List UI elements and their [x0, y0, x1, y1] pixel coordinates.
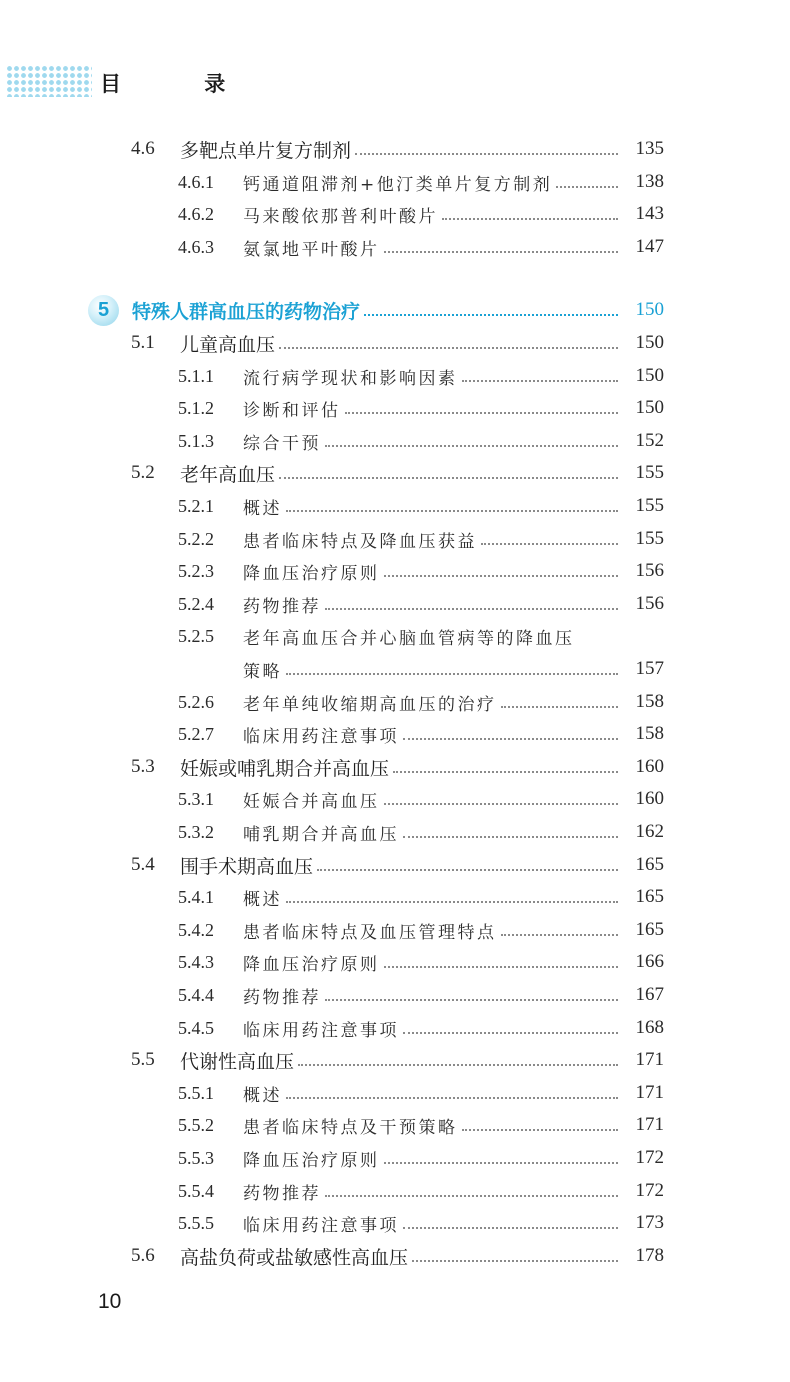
entry-page-number: 165: [635, 854, 664, 875]
entry-number: 4.6.3: [178, 236, 214, 257]
entry-title: 氨氯地平叶酸片: [243, 239, 380, 260]
dot-leader: [462, 1129, 619, 1131]
toc-entry[interactable]: [0, 328, 790, 358]
dot-leader: [412, 1260, 618, 1262]
dot-leader: [481, 543, 618, 545]
toc-entry[interactable]: [0, 719, 790, 749]
entry-number: 5.4.2: [178, 919, 214, 940]
dot-leader: [286, 673, 618, 675]
entry-title: 患者临床特点及干预策略: [243, 1117, 458, 1138]
entry-page-number: 147: [635, 236, 664, 257]
dot-leader: [501, 706, 619, 708]
toc-entry[interactable]: [0, 1078, 790, 1108]
entry-number: 5.2.3: [178, 560, 214, 581]
entry-number: 5.5.2: [178, 1114, 214, 1135]
entry-page-number: 158: [635, 723, 664, 744]
entry-number: 5.3: [131, 756, 155, 777]
entry-page-number: 165: [635, 919, 664, 940]
dot-leader: [393, 771, 618, 773]
entry-title: 哺乳期合并高血压: [243, 824, 399, 845]
page-number: 10: [98, 1290, 122, 1313]
entry-number: 5.4: [131, 854, 155, 875]
dot-leader: [279, 347, 618, 349]
entry-title: 药物推荐: [243, 596, 321, 617]
entry-number: 5.3.2: [178, 821, 214, 842]
dot-leader: [325, 608, 618, 610]
entry-page-number: 160: [635, 756, 664, 777]
entry-page-number: 143: [635, 203, 664, 224]
dot-leader: [384, 1162, 619, 1164]
toc-chapter-entry[interactable]: [0, 295, 790, 325]
dot-leader: [279, 477, 618, 479]
entry-title: 妊娠合并高血压: [243, 791, 380, 812]
entry-page-number: 135: [635, 138, 664, 159]
entry-number: 5.6: [131, 1245, 155, 1266]
entry-title: 概述: [243, 498, 282, 519]
entry-title: 降血压治疗原则: [243, 954, 380, 975]
toc-entry[interactable]: [0, 167, 790, 197]
toc-entry[interactable]: [0, 947, 790, 977]
toc-entry[interactable]: [0, 134, 790, 164]
toc-entry[interactable]: [0, 882, 790, 912]
page-header: [0, 62, 790, 102]
dot-leader: [325, 1195, 618, 1197]
toc-entry[interactable]: [0, 687, 790, 717]
entry-title: 降血压治疗原则: [243, 563, 380, 584]
toc-entry[interactable]: [0, 1045, 790, 1075]
dot-leader: [501, 934, 619, 936]
entry-page-number: 155: [635, 495, 664, 516]
entry-title: 诊断和评估: [243, 400, 341, 421]
entry-title: 药物推荐: [243, 987, 321, 1008]
entry-number: 5.3.1: [178, 788, 214, 809]
toc-entry[interactable]: [0, 980, 790, 1010]
entry-page-number: 166: [635, 951, 664, 972]
entry-title: 高盐负荷或盐敏感性高血压: [180, 1246, 409, 1269]
toc-entry[interactable]: [0, 850, 790, 880]
entry-number: 5.5: [131, 1049, 155, 1070]
toc-entry[interactable]: [0, 784, 790, 814]
entry-title: 临床用药注意事项: [243, 726, 399, 747]
entry-title: 老年单纯收缩期高血压的治疗: [243, 694, 497, 715]
dot-leader: [384, 575, 619, 577]
entry-number: 5.2.5: [178, 625, 214, 646]
entry-page-number: 150: [635, 365, 664, 386]
entry-number: 5.4.5: [178, 1017, 214, 1038]
toc-entry[interactable]: [0, 654, 790, 684]
entry-number: 5.5.3: [178, 1147, 214, 1168]
entry-page-number: 171: [635, 1114, 664, 1135]
entry-number: 4.6.1: [178, 171, 214, 192]
entry-page-number: 173: [635, 1212, 664, 1233]
dot-leader: [384, 251, 619, 253]
toc-entry[interactable]: [0, 199, 790, 229]
dot-leader: [364, 314, 618, 316]
entry-number: 5.1.2: [178, 397, 214, 418]
entry-page-number: 168: [635, 1017, 664, 1038]
toc-entry[interactable]: [0, 1241, 790, 1271]
entry-page-number: 178: [635, 1245, 664, 1266]
entry-number: 4.6.2: [178, 203, 214, 224]
entry-page-number: 157: [635, 658, 664, 679]
entry-number: 5.2.1: [178, 495, 214, 516]
dot-leader: [403, 836, 618, 838]
toc-entry[interactable]: [0, 426, 790, 456]
dot-leader: [355, 153, 618, 155]
entry-title: 老年高血压合并心脑血管病等的降血压: [243, 628, 575, 649]
entry-number: 4.6: [131, 138, 155, 159]
dot-leader: [286, 510, 618, 512]
entry-title: 流行病学现状和影响因素: [243, 368, 458, 389]
entry-page-number: 172: [635, 1147, 664, 1168]
entry-title: 概述: [243, 1085, 282, 1106]
entry-number: 5.5.5: [178, 1212, 214, 1233]
entry-title: 患者临床特点及血压管理特点: [243, 922, 497, 943]
entry-number: 5.5.1: [178, 1082, 214, 1103]
entry-page-number: 155: [635, 462, 664, 483]
entry-title: 马来酸依那普利叶酸片: [243, 206, 438, 227]
dot-leader: [345, 412, 619, 414]
page-title: 目 录: [100, 72, 264, 96]
entry-number: 5.2: [131, 462, 155, 483]
entry-title: 概述: [243, 889, 282, 910]
entry-title: 患者临床特点及降血压获益: [243, 531, 477, 552]
entry-title: 综合干预: [243, 433, 321, 454]
toc-entry[interactable]: [0, 458, 790, 488]
toc-entry[interactable]: [0, 232, 790, 262]
dot-leader: [403, 738, 618, 740]
dot-leader: [325, 445, 618, 447]
entry-page-number: 171: [635, 1082, 664, 1103]
entry-page-number: 171: [635, 1049, 664, 1070]
entry-page-number: 155: [635, 528, 664, 549]
toc-entry[interactable]: [0, 1013, 790, 1043]
entry-page-number: 150: [635, 332, 664, 353]
toc-entry[interactable]: [0, 361, 790, 391]
toc-entry[interactable]: [0, 752, 790, 782]
entry-title: 临床用药注意事项: [243, 1020, 399, 1041]
entry-page-number: 162: [635, 821, 664, 842]
entry-title: 钙通道阻滞剂+他汀类单片复方制剂: [243, 174, 553, 195]
toc-entry[interactable]: [0, 556, 790, 586]
dot-leader: [325, 999, 618, 1001]
entry-title: 降血压治疗原则: [243, 1150, 380, 1171]
entry-title: 儿童高血压: [180, 333, 276, 356]
toc-entry[interactable]: [0, 621, 790, 651]
entry-page-number: 158: [635, 691, 664, 712]
entry-page-number: 152: [635, 430, 664, 451]
entry-title: 策略: [243, 661, 282, 682]
entry-page-number: 156: [635, 560, 664, 581]
entry-title: 特殊人群高血压的药物治疗: [132, 300, 361, 323]
toc-entry[interactable]: [0, 524, 790, 554]
dot-leader: [556, 186, 618, 188]
entry-page-number: 165: [635, 886, 664, 907]
toc-entry[interactable]: [0, 393, 790, 423]
entry-page-number: 150: [635, 299, 664, 320]
entry-number: 5.2.6: [178, 691, 214, 712]
toc-entry[interactable]: [0, 491, 790, 521]
toc-entry[interactable]: [0, 1176, 790, 1206]
dot-leader: [384, 966, 619, 968]
toc-entry[interactable]: [0, 1208, 790, 1238]
entry-title: 多靶点单片复方制剂: [180, 139, 352, 162]
entry-page-number: 160: [635, 788, 664, 809]
entry-number: 5.1: [131, 332, 155, 353]
entry-page-number: 172: [635, 1180, 664, 1201]
entry-page-number: 156: [635, 593, 664, 614]
chapter-number-badge: 5: [88, 295, 119, 326]
decorative-dot-pattern: [6, 65, 92, 97]
dot-leader: [286, 901, 618, 903]
entry-number: 5.4.3: [178, 951, 214, 972]
toc-entry[interactable]: [0, 915, 790, 945]
dot-leader: [403, 1032, 618, 1034]
entry-title: 妊娠或哺乳期合并高血压: [180, 757, 390, 780]
dot-leader: [317, 869, 618, 871]
entry-number: 5.2.4: [178, 593, 214, 614]
entry-number: 5.1.3: [178, 430, 214, 451]
dot-leader: [462, 380, 619, 382]
entry-title: 药物推荐: [243, 1183, 321, 1204]
dot-leader: [298, 1064, 618, 1066]
dot-leader: [442, 218, 618, 220]
entry-number: 5.1.1: [178, 365, 214, 386]
entry-page-number: 150: [635, 397, 664, 418]
toc-entry[interactable]: [0, 817, 790, 847]
entry-title: 代谢性高血压: [180, 1050, 295, 1073]
toc-entry[interactable]: [0, 1110, 790, 1140]
entry-number: 5.4.1: [178, 886, 214, 907]
entry-number: 5.5.4: [178, 1180, 214, 1201]
entry-number: 5.2.2: [178, 528, 214, 549]
entry-title: 老年高血压: [180, 463, 276, 486]
toc-entry[interactable]: [0, 589, 790, 619]
dot-leader: [286, 1097, 618, 1099]
entry-number: 5.4.4: [178, 984, 214, 1005]
entry-page-number: 138: [635, 171, 664, 192]
entry-title: 临床用药注意事项: [243, 1215, 399, 1236]
entry-page-number: 167: [635, 984, 664, 1005]
entry-number: 5.2.7: [178, 723, 214, 744]
dot-leader: [384, 803, 619, 805]
entry-title: 围手术期高血压: [180, 855, 314, 878]
dot-leader: [403, 1227, 618, 1229]
toc-entry[interactable]: [0, 1143, 790, 1173]
